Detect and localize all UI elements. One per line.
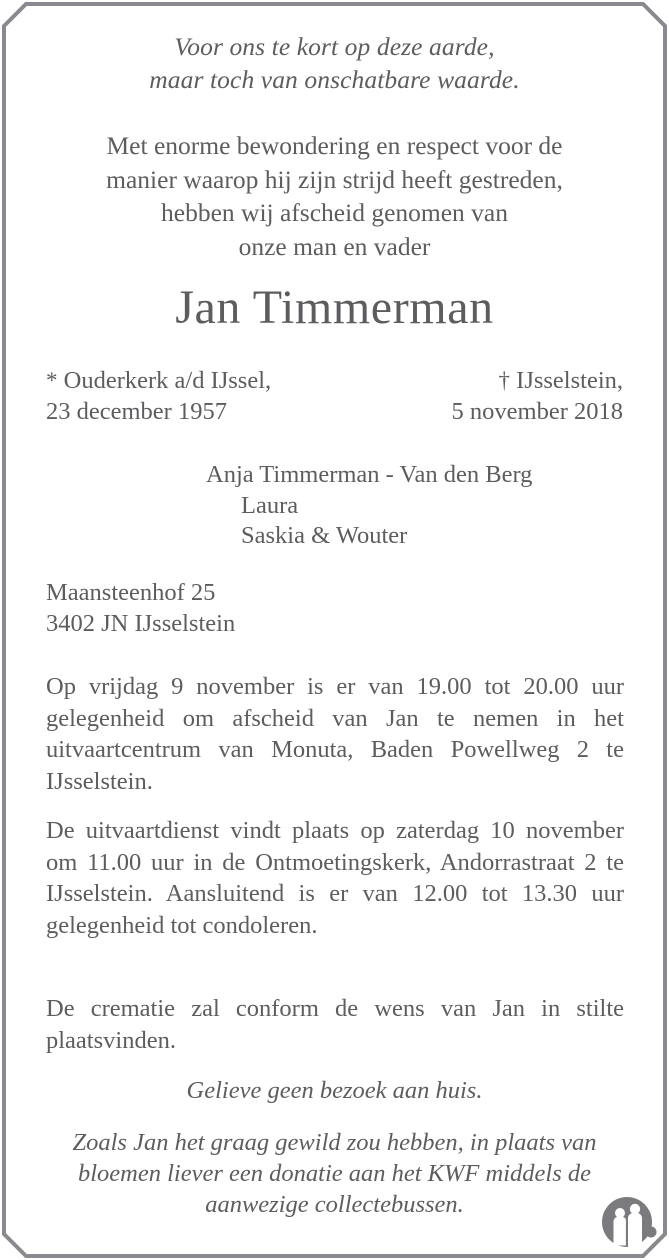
- cremation-paragraph: De crematie zal conform de wens van Jan in stilte plaatsvinden.: [46, 995, 624, 1054]
- intro-line-2: manier waarop hij zijn strijd heeft gestreden,: [106, 164, 563, 194]
- intro-line-4: onze man en vader: [238, 231, 431, 261]
- death-place: IJsselstein,: [516, 367, 623, 394]
- address-block: [46, 577, 623, 639]
- address-street: Maansteenhof 25: [46, 579, 216, 606]
- no-visits-note: Gelieve geen bezoek aan huis.: [186, 1077, 483, 1104]
- verse-line-2: maar toch van onschatbare waarde.: [149, 65, 520, 94]
- deceased-name: Jan Timmerman: [175, 281, 494, 334]
- lifespan-block: [46, 366, 623, 427]
- intro-line-3: hebben wij afscheid genomen van: [161, 198, 508, 227]
- birth-column: [46, 366, 271, 427]
- birth-date: 23 december 1957: [46, 397, 227, 425]
- family-member: Saskia & Wouter: [241, 522, 408, 549]
- monuta-figures-logo: [599, 1194, 661, 1256]
- family-member: Laura: [241, 491, 299, 519]
- cross-icon: †: [498, 368, 511, 393]
- address-city: 3402 JN IJsselstein: [46, 610, 236, 637]
- birth-symbol-icon: *: [46, 368, 58, 393]
- death-column: [452, 366, 623, 427]
- visitation-paragraph: Op vrijdag 9 november is er van 19.00 tot 20.00 uur gelegenheid om afscheid van Jan te nemen in het uitvaartcentrum van Monuta, Baden Powellweg 2 te IJsselstein.: [46, 673, 624, 795]
- donation-note: Zoals Jan het graag gewild zou hebben, in plaats van bloemen liever een donatie aan het KWF middels de aanwezige collectebussen.: [72, 1129, 597, 1218]
- family-block: [0, 460, 669, 552]
- intro-line-1: Met enorme bewondering en respect voor de: [106, 131, 563, 160]
- birth-place-line: [46, 366, 271, 397]
- death-place-line: [452, 366, 623, 397]
- birth-place: Ouderkerk a/d IJssel,: [63, 367, 272, 394]
- death-date: 5 november 2018: [451, 397, 623, 425]
- verse-line-1: Voor ons te kort op deze aarde,: [174, 32, 495, 61]
- family-lead: Anja Timmerman - Van den Berg: [206, 461, 533, 488]
- service-paragraph: De uitvaartdienst vindt plaats op zaterdag 10 november om 11.00 uur in de Ontmoetingskerk, Andorrastraat 2 te IJsselstein. Aansluitend is er van 12.00 tot 13.30 uur gelegenheid tot condoleren.: [46, 817, 624, 939]
- intro-block: [40, 129, 629, 263]
- verse-block: [46, 30, 623, 96]
